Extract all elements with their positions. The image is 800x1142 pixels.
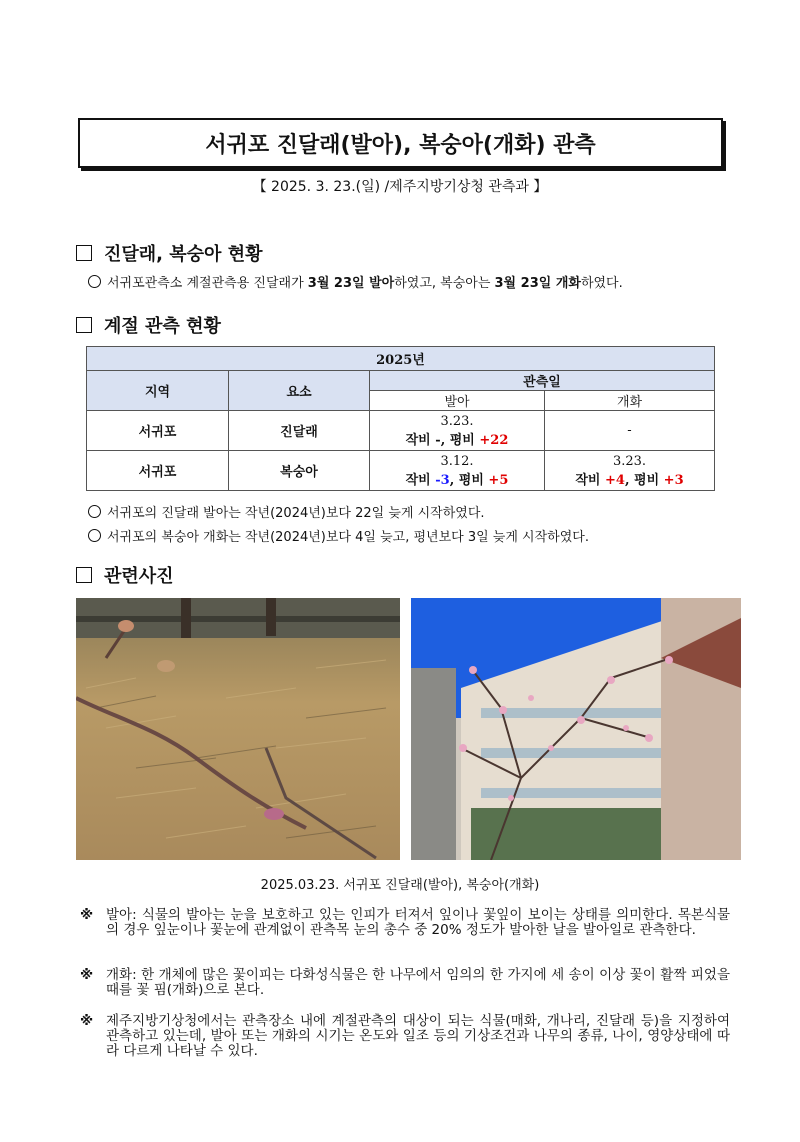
note-mark-2: ※ [80,967,94,983]
circle-bullet-icon [88,529,101,542]
note-mark-3: ※ [80,1013,94,1029]
status-text-b: 3월 23일 발아 [307,276,395,291]
row2-sprout-label1: 작비 [405,472,436,488]
section-heading-observation-text: 계절 관측 현황 [104,316,221,337]
table-col-obsdate: 관측일 [370,371,715,391]
note-bloom-text: 개화: 한 개체에 많은 꽃이피는 다화성식물은 한 나무에서 임의의 한 가지에 세 송이 이상 꽃이 활짝 피었을 때를 꽃 핌(개화)으로 본다. [106,967,730,998]
row1-sprout-v2: +22 [479,432,509,448]
row1-sprout-v1: - [435,432,441,448]
row2-sprout [370,451,545,491]
row2-sprout-label2: , 평비 [449,472,489,488]
status-text-e: 하였다. [580,276,623,291]
row1-sprout [370,411,545,451]
page-title-text: 서귀포 진달래(발아), 복숭아(개화) 관측 [205,132,596,158]
section-heading-observation [76,312,221,338]
row2-element: 복숭아 [229,451,370,491]
table-year-header: 2025년 [87,347,715,371]
note-sprout-text: 발아: 식물의 발아는 눈을 보호하고 있는 인피가 터져서 잎이나 꽃잎이 보이는 상태를 의미한다. 목본식물의 경우 잎눈이나 꽃눈에 관계없이 관측목 눈의 총수 중 20% 정도가 발아한 날을 발아일로 관측한다. [106,907,730,938]
table-row [87,451,715,491]
status-bullet [88,272,623,291]
subtitle: 【 2025. 3. 23.(일) /제주지방기상청 관측과 】 [252,179,548,195]
table-row [87,411,715,451]
row2-bloom-diff [545,471,714,490]
section-heading-status [76,240,262,266]
section-heading-status-text: 진달래, 복숭아 현황 [104,244,263,265]
row2-bloom-v1: +4 [605,472,625,488]
row2-bloom-label1: 작비 [575,472,606,488]
observation-note-2-text: 서귀포의 복숭아 개화는 작년(2024년)보다 4일 늦고, 평년보다 3일 늦게 시작하였다. [107,530,589,545]
row2-sprout-date: 3.12. [440,453,474,469]
note-observation-info [80,1014,730,1059]
circle-bullet-icon [88,275,101,288]
row1-sprout-label2: , 평비 [440,432,480,448]
note-mark-1: ※ [80,907,94,923]
row1-region: 서귀포 [87,411,229,451]
checkbox-square-icon [76,317,92,333]
peach-bloom-image [411,598,741,860]
azalea-sprout-image [76,598,400,860]
table-col-sprout: 발아 [370,391,545,411]
row2-sprout-diff [370,471,544,490]
row1-sprout-diff [370,431,544,450]
row2-region: 서귀포 [87,451,229,491]
section-heading-photos [76,562,174,588]
observation-note-1-text: 서귀포의 진달래 발아는 작년(2024년)보다 22일 늦게 시작하였다. [107,506,485,521]
status-text-d: 3월 23일 개화 [494,276,581,291]
note-bloom-definition [80,968,730,998]
note-observation-text: 제주지방기상청에서는 관측장소 내에 계절관측의 대상이 되는 식물(매화, 개나리, 진달래 등)을 지정하여 관측하고 있는데, 발아 또는 개화의 시기는 온도와 일조 등의 기상조건과 나무의 종류, 나이, 영양상태에 따라 다르게 나타날 수 있다. [106,1013,730,1059]
status-text-a: 서귀포관측소 계절관측용 진달래가 [107,276,308,291]
table-col-region: 지역 [87,371,229,411]
row2-bloom-v2: +3 [663,472,684,488]
checkbox-square-icon [76,245,92,261]
row2-sprout-v2: +5 [488,472,509,488]
azalea-photo [76,598,400,860]
photo-caption: 2025.03.23. 서귀포 진달래(발아), 복숭아(개화) [260,878,540,893]
row2-sprout-v1: -3 [435,472,450,488]
row1-bloom: - [545,411,715,451]
observation-note-2 [88,526,589,545]
row2-bloom-label2: , 평비 [624,472,664,488]
table-col-bloom: 개화 [545,391,715,411]
row2-bloom-date: 3.23. [612,453,647,469]
page-title [78,118,723,168]
circle-bullet-icon [88,505,101,518]
table-col-element: 요소 [229,371,370,411]
checkbox-square-icon [76,567,92,583]
observation-note-1 [88,502,485,521]
peach-photo [411,598,741,860]
status-text-c: 하였고, 복숭아는 [394,276,495,291]
note-sprout-definition [80,908,730,938]
row2-bloom [545,451,715,491]
section-heading-photos-text: 관련사진 [104,566,174,587]
row1-sprout-label1: 작비 [405,432,436,448]
observation-table [86,346,715,491]
row1-sprout-date: 3.23. [440,413,474,429]
row1-element: 진달래 [229,411,370,451]
